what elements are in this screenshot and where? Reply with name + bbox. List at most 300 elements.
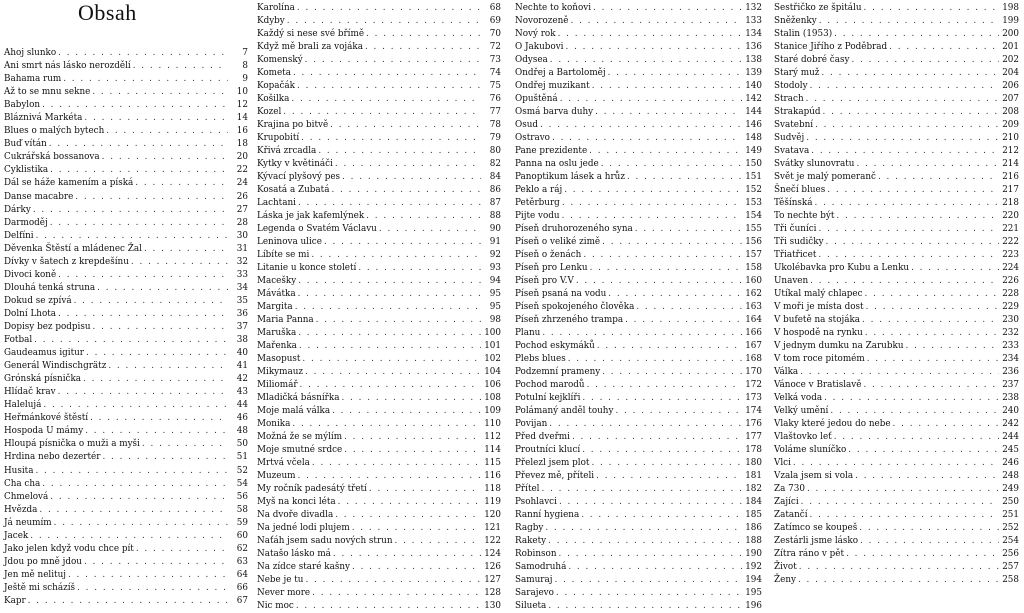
toc-entry-title: Jacek bbox=[4, 530, 29, 541]
toc-entry bbox=[774, 67, 1019, 80]
toc-entry-page-number: 155 bbox=[745, 224, 762, 234]
toc-entry bbox=[515, 457, 762, 470]
dot-leader bbox=[550, 54, 742, 67]
toc-entry-page-number: 201 bbox=[1002, 42, 1019, 52]
toc-entry-title: Píseň druhorozeného syna bbox=[515, 224, 633, 234]
dot-leader bbox=[846, 548, 999, 561]
toc-entry-page-number: 60 bbox=[236, 530, 248, 541]
dot-leader bbox=[793, 457, 999, 470]
dot-leader bbox=[589, 145, 742, 158]
dot-leader bbox=[291, 93, 481, 106]
dot-leader bbox=[893, 418, 999, 431]
toc-entry-page-number: 207 bbox=[1002, 94, 1019, 104]
toc-entry-title: V moři je místa dost bbox=[774, 302, 864, 312]
toc-entry-title: Vlaštovko leť bbox=[774, 432, 832, 442]
toc-entry-page-number: 95 bbox=[489, 289, 501, 299]
toc-entry bbox=[257, 106, 501, 119]
dot-leader bbox=[344, 444, 481, 457]
toc-entry-page-number: 72 bbox=[489, 42, 501, 52]
toc-entry bbox=[4, 230, 248, 243]
toc-entry-title: Darmoděj bbox=[4, 217, 48, 228]
toc-column-3 bbox=[515, 2, 762, 613]
dot-leader bbox=[299, 340, 481, 353]
toc-entry-title: Píseň o ženách bbox=[515, 250, 582, 260]
toc-entry-page-number: 170 bbox=[745, 367, 762, 377]
toc-entry-title: Karolína bbox=[257, 3, 295, 13]
toc-entry-page-number: 252 bbox=[1002, 523, 1019, 533]
toc-entry bbox=[515, 2, 762, 15]
toc-entry-page-number: 33 bbox=[236, 269, 248, 280]
toc-entry-page-number: 101 bbox=[484, 341, 501, 351]
toc-entry bbox=[257, 54, 501, 67]
toc-entry-title: Robinson bbox=[515, 549, 557, 559]
toc-entry bbox=[515, 522, 762, 535]
dot-leader bbox=[43, 399, 228, 412]
toc-entry-title: Křivá zrcadla bbox=[257, 146, 317, 156]
toc-entry bbox=[257, 457, 501, 470]
dot-leader bbox=[92, 86, 228, 99]
toc-entry-page-number: 28 bbox=[236, 217, 248, 228]
toc-entry-page-number: 246 bbox=[1002, 458, 1019, 468]
toc-entry-page-number: 238 bbox=[1002, 393, 1019, 403]
toc-entry-title: Osmá barva duhy bbox=[515, 107, 594, 117]
toc-entry-title: Myš na konci léta bbox=[257, 497, 336, 507]
dot-leader bbox=[801, 496, 999, 509]
dot-leader bbox=[135, 177, 228, 190]
dot-leader bbox=[806, 93, 999, 106]
toc-entry bbox=[4, 425, 248, 438]
toc-entry-title: Jen mě nelituj bbox=[4, 569, 66, 580]
toc-entry-title: Rakety bbox=[515, 536, 547, 546]
toc-entry bbox=[257, 301, 501, 314]
dot-leader bbox=[28, 595, 228, 608]
dot-leader bbox=[84, 112, 228, 125]
dot-leader bbox=[592, 80, 742, 93]
toc-entry-page-number: 233 bbox=[1002, 341, 1019, 351]
toc-entry-title: Muzeum bbox=[257, 471, 296, 481]
toc-entry-title: Strakapúd bbox=[774, 107, 821, 117]
toc-entry bbox=[4, 504, 248, 517]
toc-entry-page-number: 158 bbox=[745, 263, 762, 273]
toc-entry-page-number: 244 bbox=[1002, 432, 1019, 442]
toc-entry-title: Divoci koně bbox=[4, 269, 57, 280]
toc-entry-title: Legenda o Svatém Václavu bbox=[257, 224, 377, 234]
toc-entry bbox=[4, 438, 248, 451]
toc-entry-title: Dokud se zpívá bbox=[4, 295, 72, 306]
toc-entry-page-number: 199 bbox=[1002, 16, 1019, 26]
dot-leader bbox=[554, 574, 742, 587]
toc-entry-page-number: 31 bbox=[236, 243, 248, 254]
toc-entry-page-number: 174 bbox=[745, 406, 762, 416]
toc-entry bbox=[257, 366, 501, 379]
dot-leader bbox=[559, 496, 742, 509]
toc-entry-page-number: 98 bbox=[489, 315, 501, 325]
toc-entry-title: Ženy bbox=[774, 575, 796, 585]
toc-entry-title: Pochod marodů bbox=[515, 380, 585, 390]
toc-entry bbox=[515, 418, 762, 431]
dot-leader bbox=[859, 522, 999, 535]
toc-entry bbox=[4, 73, 248, 86]
dot-leader bbox=[97, 282, 228, 295]
toc-entry bbox=[515, 158, 762, 171]
toc-entry-page-number: 120 bbox=[484, 510, 501, 520]
toc-entry bbox=[257, 41, 501, 54]
toc-entry-page-number: 91 bbox=[489, 237, 501, 247]
dot-leader bbox=[819, 223, 1000, 236]
toc-column-4 bbox=[774, 2, 1019, 587]
toc-entry-title: Leninova ulice bbox=[257, 237, 322, 247]
toc-entry-title: Litanie u konce století bbox=[257, 263, 357, 273]
toc-entry-page-number: 104 bbox=[484, 367, 501, 377]
toc-entry bbox=[4, 569, 248, 582]
toc-entry bbox=[515, 80, 762, 93]
toc-entry-page-number: 242 bbox=[1002, 419, 1019, 429]
dot-leader bbox=[50, 491, 228, 504]
dot-leader bbox=[296, 600, 481, 613]
toc-entry bbox=[774, 535, 1019, 548]
toc-entry-title: Vlaky které jedou do nebe bbox=[774, 419, 891, 429]
toc-entry-title: Lachtani bbox=[257, 198, 296, 208]
toc-entry bbox=[774, 80, 1019, 93]
dot-leader bbox=[548, 600, 742, 613]
toc-entry-title: Podzemní prameny bbox=[515, 367, 601, 377]
toc-entry-title: Dlouhá tenká struna bbox=[4, 282, 96, 293]
toc-entry bbox=[257, 210, 501, 223]
toc-entry-title: Líbíte se mi bbox=[257, 250, 310, 260]
dot-leader bbox=[33, 204, 228, 217]
toc-entry-title: V bufetě na stojáka bbox=[774, 315, 861, 325]
toc-entry-title: Hloupá písnička o muži a myši bbox=[4, 439, 140, 450]
toc-entry-title: Kozel bbox=[257, 107, 282, 117]
dot-leader bbox=[332, 405, 481, 418]
toc-entry-title: Šnečí blues bbox=[774, 185, 826, 195]
toc-entry-page-number: 210 bbox=[1002, 133, 1019, 143]
toc-entry-title: Opuštěná bbox=[515, 94, 558, 104]
toc-entry-title: Macešky bbox=[257, 276, 297, 286]
toc-entry-title: Nechte to koňovi bbox=[515, 3, 592, 13]
dot-leader bbox=[297, 80, 481, 93]
dot-leader bbox=[379, 223, 481, 236]
toc-entry-page-number: 69 bbox=[489, 16, 501, 26]
toc-entry-page-number: 257 bbox=[1002, 562, 1019, 572]
toc-entry-title: Natašo lásko má bbox=[257, 549, 331, 559]
dot-leader bbox=[562, 210, 742, 223]
toc-entry-page-number: 258 bbox=[1002, 575, 1019, 585]
dot-leader bbox=[862, 314, 999, 327]
dot-leader bbox=[395, 535, 482, 548]
toc-entry-title: Přítel bbox=[515, 484, 540, 494]
dot-leader bbox=[133, 60, 228, 73]
dot-leader bbox=[552, 132, 742, 145]
dot-leader bbox=[811, 145, 999, 158]
toc-entry bbox=[4, 386, 248, 399]
toc-entry-page-number: 134 bbox=[745, 29, 762, 39]
toc-entry bbox=[257, 353, 501, 366]
toc-entry-page-number: 75 bbox=[489, 81, 501, 91]
dot-leader bbox=[297, 2, 481, 15]
dot-leader bbox=[366, 210, 481, 223]
dot-leader bbox=[63, 73, 228, 86]
toc-entry-page-number: 115 bbox=[484, 458, 501, 468]
toc-entry-title: Až to se mnu sekne bbox=[4, 87, 91, 98]
toc-entry-page-number: 106 bbox=[484, 380, 501, 390]
dot-leader bbox=[292, 418, 481, 431]
toc-entry bbox=[257, 431, 501, 444]
toc-entry-page-number: 132 bbox=[745, 3, 762, 13]
toc-entry bbox=[4, 112, 248, 125]
toc-entry bbox=[515, 379, 762, 392]
toc-entry bbox=[515, 210, 762, 223]
toc-entry-title: Vlci bbox=[774, 458, 791, 468]
toc-entry-page-number: 35 bbox=[236, 295, 248, 306]
dot-leader bbox=[287, 15, 481, 28]
toc-entry-title: Jdou po mně jdou bbox=[4, 556, 82, 567]
toc-entry-title: Píseň o veliké zimě bbox=[515, 237, 601, 247]
toc-entry bbox=[515, 171, 762, 184]
toc-entry-title: Gaudeamus igitur bbox=[4, 348, 85, 359]
dot-leader bbox=[810, 509, 999, 522]
toc-entry bbox=[4, 282, 248, 295]
toc-entry-title: Válka bbox=[774, 367, 799, 377]
toc-entry-title: Pijte vodu bbox=[515, 211, 560, 221]
dot-leader bbox=[335, 509, 481, 522]
toc-entry-title: Moje malá válka bbox=[257, 406, 331, 416]
toc-entry-page-number: 128 bbox=[484, 588, 501, 598]
toc-entry-page-number: 22 bbox=[236, 165, 248, 176]
toc-entry bbox=[257, 184, 501, 197]
toc-entry bbox=[515, 327, 762, 340]
toc-entry-page-number: 63 bbox=[236, 556, 248, 567]
dot-leader bbox=[86, 347, 228, 360]
dot-leader bbox=[333, 548, 481, 561]
toc-entry-title: Na zídce staré kašny bbox=[257, 562, 350, 572]
dot-leader bbox=[826, 236, 999, 249]
toc-entry-page-number: 127 bbox=[484, 575, 501, 585]
dot-leader bbox=[865, 288, 999, 301]
toc-entry-page-number: 140 bbox=[745, 81, 762, 91]
toc-entry-title: Nic moc bbox=[257, 601, 294, 611]
toc-entry-title: Kosatá a Zubatá bbox=[257, 185, 330, 195]
toc-entry-page-number: 138 bbox=[745, 55, 762, 65]
toc-entry-title: Buď vítán bbox=[4, 139, 47, 150]
toc-entry-title: Husita bbox=[4, 465, 34, 476]
toc-entry-title: Děvenka Štěstí a mládenec Žal bbox=[4, 243, 142, 254]
toc-entry-title: Chmelová bbox=[4, 491, 49, 502]
dot-leader bbox=[824, 392, 999, 405]
toc-entry-title: Pochod eskymáků bbox=[515, 341, 595, 351]
dot-leader bbox=[800, 366, 999, 379]
toc-entry bbox=[4, 60, 248, 73]
toc-entry bbox=[257, 197, 501, 210]
toc-entry bbox=[515, 145, 762, 158]
toc-entry-page-number: 119 bbox=[484, 497, 501, 507]
toc-entry-page-number: 50 bbox=[236, 439, 248, 450]
toc-entry bbox=[515, 132, 762, 145]
toc-entry-page-number: 216 bbox=[1002, 172, 1019, 182]
toc-entry bbox=[4, 595, 248, 608]
toc-entry-page-number: 212 bbox=[1002, 146, 1019, 156]
dot-leader bbox=[568, 353, 742, 366]
toc-entry-title: Píseň pro V.V bbox=[515, 276, 574, 286]
toc-entry-page-number: 182 bbox=[745, 484, 762, 494]
toc-entry bbox=[257, 236, 501, 249]
toc-entry-page-number: 7 bbox=[242, 48, 248, 58]
toc-entry bbox=[774, 561, 1019, 574]
toc-entry bbox=[4, 543, 248, 556]
toc-entry bbox=[4, 530, 248, 543]
toc-entry-title: Generál Windischgrätz bbox=[4, 361, 107, 372]
toc-entry-title: Naťáh jsem sadu nových strun bbox=[257, 536, 393, 546]
toc-entry-title: Hospoda U mámy bbox=[4, 426, 84, 437]
toc-entry-page-number: 59 bbox=[236, 517, 248, 528]
toc-entry-title: Mařenka bbox=[257, 341, 297, 351]
dot-leader bbox=[635, 223, 742, 236]
toc-entry bbox=[515, 262, 762, 275]
toc-entry bbox=[257, 249, 501, 262]
toc-entry-page-number: 133 bbox=[745, 16, 762, 26]
toc-entry-title: Nový rok bbox=[515, 29, 556, 39]
dot-leader bbox=[810, 275, 999, 288]
toc-entry bbox=[4, 556, 248, 569]
dot-leader bbox=[602, 366, 742, 379]
dot-leader bbox=[108, 360, 228, 373]
toc-entry bbox=[774, 496, 1019, 509]
toc-entry-title: Velká voda bbox=[774, 393, 823, 403]
toc-entry-page-number: 218 bbox=[1002, 198, 1019, 208]
toc-entry-title: Povijan bbox=[515, 419, 548, 429]
toc-entry bbox=[257, 444, 501, 457]
toc-entry bbox=[774, 418, 1019, 431]
toc-entry-title: Kdyby bbox=[257, 16, 285, 26]
toc-entry-title: Sudvěj bbox=[774, 133, 805, 143]
toc-entry-title: Dopisy bez podpisu bbox=[4, 321, 91, 332]
toc-entry-page-number: 152 bbox=[745, 185, 762, 195]
toc-entry-page-number: 78 bbox=[489, 120, 501, 130]
toc-entry-page-number: 153 bbox=[745, 198, 762, 208]
toc-entry bbox=[515, 405, 762, 418]
toc-entry-page-number: 43 bbox=[236, 387, 248, 398]
toc-entry-page-number: 66 bbox=[236, 582, 248, 593]
toc-entry-title: Za 730 bbox=[774, 484, 805, 494]
toc-entry-title: Danse macabre bbox=[4, 191, 74, 202]
toc-entry bbox=[515, 288, 762, 301]
toc-entry-title: Velký umění bbox=[774, 406, 829, 416]
toc-entry-title: V hospodě na rynku bbox=[774, 328, 863, 338]
toc-entry-title: Mávátka bbox=[257, 289, 296, 299]
toc-entry-page-number: 164 bbox=[745, 315, 762, 325]
dot-leader bbox=[636, 301, 742, 314]
toc-column-1 bbox=[4, 47, 248, 608]
dot-leader bbox=[568, 561, 742, 574]
toc-entry bbox=[515, 93, 762, 106]
toc-entry-page-number: 139 bbox=[745, 68, 762, 78]
toc-entry bbox=[257, 119, 501, 132]
dot-leader bbox=[331, 184, 481, 197]
toc-entry-title: Kapr bbox=[4, 595, 26, 606]
toc-entry-page-number: 67 bbox=[236, 595, 248, 606]
toc-entry-title: Tři sudičky bbox=[774, 237, 824, 247]
toc-entry-title: Ondřej a Bartoloměj bbox=[515, 68, 606, 78]
toc-entry bbox=[4, 399, 248, 412]
toc-entry-page-number: 173 bbox=[745, 393, 762, 403]
dot-leader bbox=[836, 210, 999, 223]
toc-entry-page-number: 100 bbox=[484, 328, 501, 338]
toc-entry-page-number: 79 bbox=[489, 133, 501, 143]
toc-entry-page-number: 245 bbox=[1002, 445, 1019, 455]
toc-entry bbox=[515, 496, 762, 509]
dot-leader bbox=[341, 392, 481, 405]
toc-entry-page-number: 184 bbox=[745, 497, 762, 507]
dot-leader bbox=[34, 334, 228, 347]
dot-leader bbox=[583, 249, 742, 262]
dot-leader bbox=[864, 2, 999, 15]
toc-entry-title: Píseň psaná na vodu bbox=[515, 289, 607, 299]
toc-entry bbox=[4, 491, 248, 504]
toc-entry-page-number: 24 bbox=[236, 178, 248, 189]
dot-leader bbox=[36, 230, 228, 243]
toc-entry-page-number: 42 bbox=[236, 374, 248, 385]
toc-entry-page-number: 108 bbox=[484, 393, 501, 403]
toc-entry-page-number: 86 bbox=[489, 185, 501, 195]
toc-entry-page-number: 88 bbox=[489, 211, 501, 221]
toc-entry bbox=[774, 145, 1019, 158]
dot-leader bbox=[570, 15, 742, 28]
toc-entry bbox=[515, 535, 762, 548]
toc-entry bbox=[4, 191, 248, 204]
toc-entry-page-number: 157 bbox=[745, 250, 762, 260]
toc-entry bbox=[4, 164, 248, 177]
toc-entry bbox=[515, 275, 762, 288]
toc-entry bbox=[774, 236, 1019, 249]
toc-entry-title: Možná že se mýlím bbox=[257, 432, 343, 442]
toc-entry-page-number: 44 bbox=[236, 400, 248, 411]
toc-entry bbox=[774, 522, 1019, 535]
toc-entry bbox=[4, 465, 248, 478]
toc-entry-page-number: 8 bbox=[242, 61, 248, 72]
toc-entry bbox=[774, 275, 1019, 288]
toc-entry-page-number: 209 bbox=[1002, 120, 1019, 130]
dot-leader bbox=[558, 28, 742, 41]
toc-entry-page-number: 87 bbox=[489, 198, 501, 208]
dot-leader bbox=[590, 262, 742, 275]
dot-leader bbox=[93, 321, 228, 334]
toc-entry-page-number: 166 bbox=[745, 328, 762, 338]
dot-leader bbox=[77, 582, 228, 595]
dot-leader bbox=[830, 405, 999, 418]
toc-entry bbox=[257, 496, 501, 509]
toc-column-2 bbox=[257, 2, 501, 613]
toc-entry bbox=[515, 28, 762, 41]
toc-entry bbox=[4, 360, 248, 373]
toc-entry-title: Stalin (1953) bbox=[774, 29, 833, 39]
toc-entry bbox=[774, 106, 1019, 119]
toc-entry bbox=[257, 600, 501, 613]
toc-entry-page-number: 220 bbox=[1002, 211, 1019, 221]
toc-entry bbox=[515, 223, 762, 236]
toc-entry-title: Potulní kejklíři bbox=[515, 393, 581, 403]
toc-entry-title: Píseň pro Lenku bbox=[515, 263, 588, 273]
toc-entry-page-number: 80 bbox=[489, 146, 501, 156]
toc-entry-title: Život bbox=[774, 562, 797, 572]
toc-entry-page-number: 12 bbox=[236, 100, 248, 111]
dot-leader bbox=[562, 197, 742, 210]
toc-entry bbox=[774, 405, 1019, 418]
toc-entry-page-number: 149 bbox=[745, 146, 762, 156]
toc-entry-title: Starý muž bbox=[774, 68, 820, 78]
dot-leader bbox=[572, 431, 742, 444]
toc-entry-title: Moje smutné srdce bbox=[257, 445, 343, 455]
toc-entry-title: Dolní Lhota bbox=[4, 308, 57, 319]
